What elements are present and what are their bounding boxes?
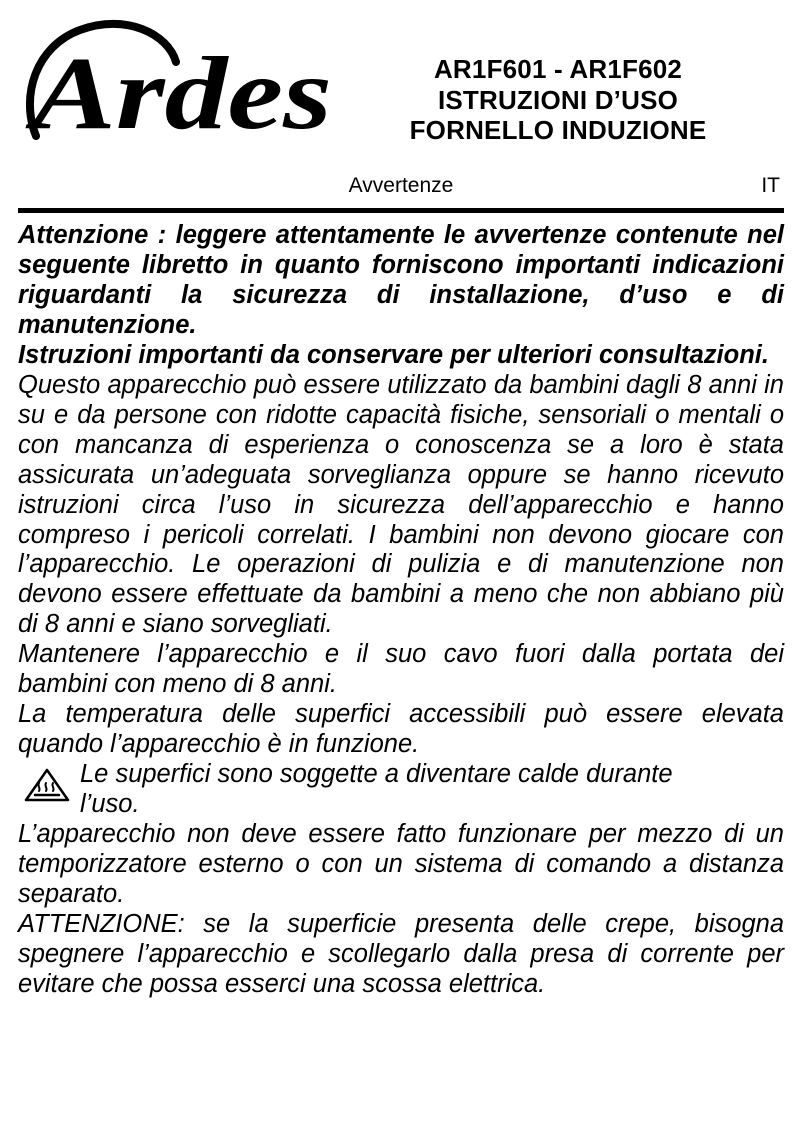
ardes-logo (18, 18, 358, 158)
hot-surface-warning-line2: l’uso. (80, 790, 140, 819)
paragraph-temporizzatore: L’apparecchio non deve essere fatto funzionare per mezzo di un temporizzatore esterno o con un sistema di comando a distanza separato. (18, 820, 784, 908)
paragraph-attenzione-crepe: ATTENZIONE: se la superficie presenta delle crepe, bisogna spegnere l’apparecchio e scollegarlo dalla presa di corrente per evitare che possa esserci una scossa elettrica. (18, 909, 784, 998)
paragraph-portata-bambini: Mantenere l’apparecchio e il suo cavo fuori dalla portata dei bambini con meno di 8 anni. (18, 640, 784, 699)
hot-surface-warning-icon (24, 768, 70, 802)
hot-surface-warning-line1: Le superfici sono soggette a diventare calde durante (80, 760, 673, 789)
title-line-instructions: ISTRUZIONI D’USO (437, 84, 679, 115)
language-code: IT (761, 174, 780, 197)
title-line-product: FORNELLO INDUZIONE (409, 115, 707, 146)
title-line-model: AR1F601 - AR1F602 (433, 54, 683, 84)
paragraph-temperatura-superfici: La temperatura delle superfici accessibili può essere elevata quando l’apparecchio è in funzione. (18, 700, 784, 759)
section-bar (18, 172, 784, 208)
document-header (18, 0, 784, 170)
paragraph-attenzione: Attenzione : leggere attentamente le avvertenze contenute nel seguente libretto in quanto forniscono importanti indicazioni riguardanti la sicurezza di installazione, d’uso e di manutenzione. (18, 221, 784, 339)
svg-text:Ardes: Ardes (24, 36, 333, 151)
header-divider (18, 208, 784, 213)
document-body (18, 221, 784, 1000)
hot-surface-warning (18, 760, 784, 820)
section-title: Avvertenze (348, 174, 454, 197)
paragraph-uso-bambini: Questo apparecchio può essere utilizzato da bambini dagli 8 anni in su e da persone con ridotte capacità fisiche, sensoriali o mentali o con mancanza di esperienza o conoscenza se a loro è stata assicurata un’adeguata sorveglianza oppure se hanno ricevuto istruzioni circa l’uso in sicurezza dell’apparecchio e hanno compreso i pericoli correlati. I bambini non devono giocare con l’apparecchio. Le operazioni di pulizia e di manutenzione non devono essere effettuate da bambini a meno che non abbiano più di 8 anni e siano sorvegliati. (18, 370, 784, 639)
document-title (358, 18, 784, 146)
paragraph-istruzioni-importanti: Istruzioni importanti da conservare per ulteriori consultazioni. (18, 340, 769, 369)
hot-surface-warning-text (80, 760, 784, 820)
